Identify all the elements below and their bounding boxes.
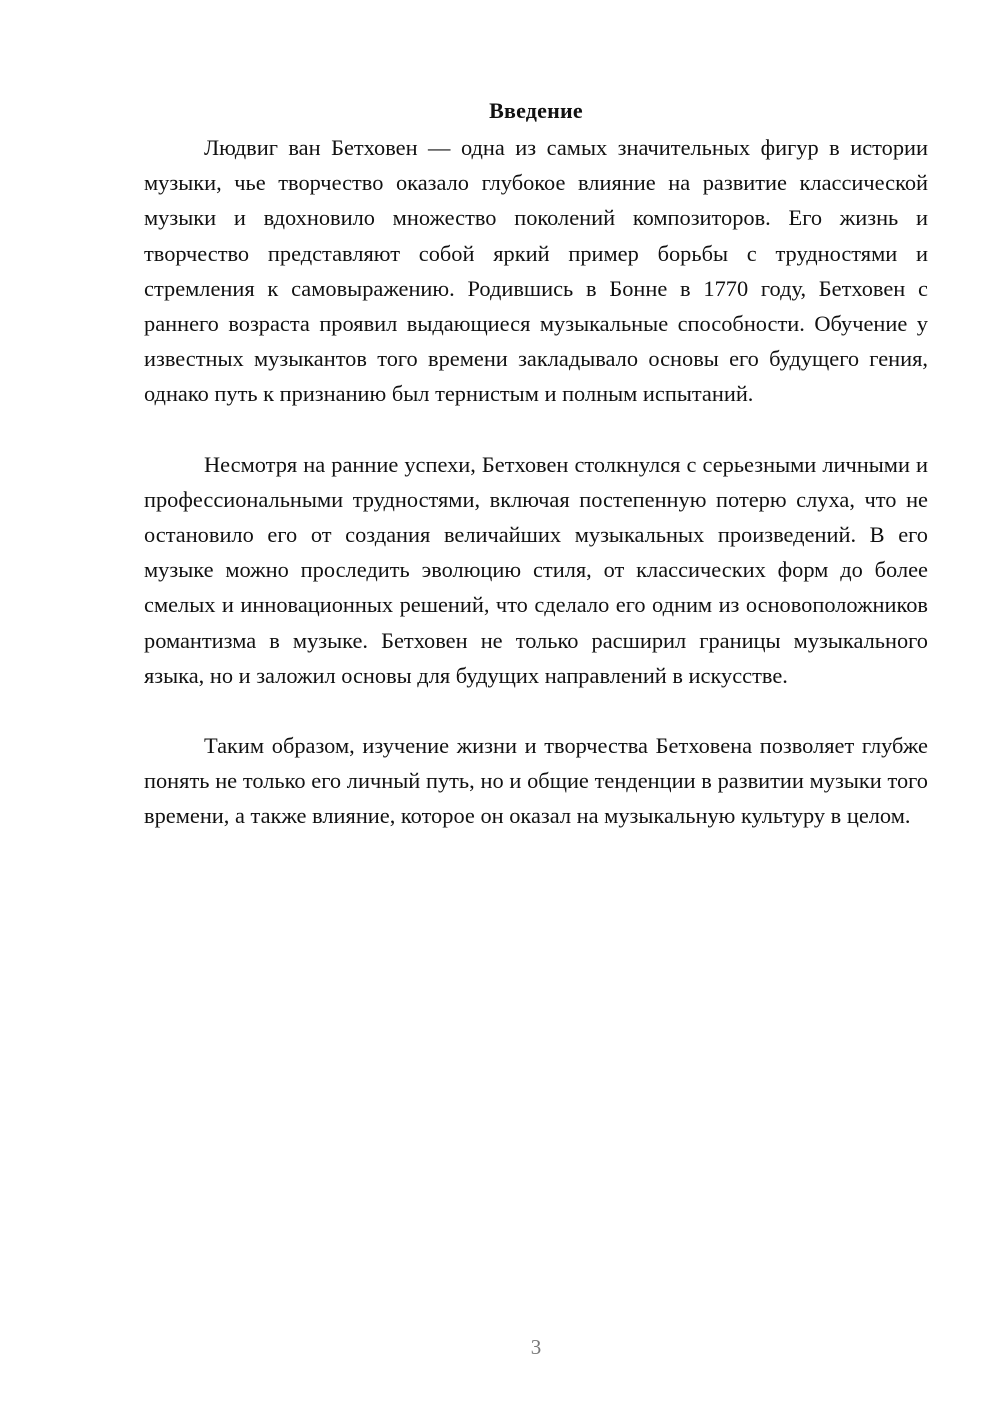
- paragraph-2: Несмотря на ранние успехи, Бетховен столкнулся с серьезными личными и профессиональными трудностями, включая постепенную потерю слуха, что не остановило его от создания величайших музыкальных произведений. В его музыке можно проследить эволюцию стиля, от классических форм до более смелых и инновационных решений, что сделало его одним из основоположников романтизма в музыке. Бетховен не только расширил границы музыкального языка, но и заложил основы для будущих направлений в искусстве.: [144, 451, 928, 688]
- page-content: [144, 96, 928, 834]
- paragraph-1: Людвиг ван Бетховен — одна из самых значительных фигур в истории музыки, чье творчество оказало глубокое влияние на развитие классической музыки и вдохновило множество поколений композиторов. Его жизнь и творчество представляют собой яркий пример борьбы с трудностями и стремления к самовыражению. Родившись в Бонне в 1770 году, Бетховен с раннего возраста проявил выдающиеся музыкальные способности. Обучение у известных музыкантов того времени закладывало основы его будущего гения, однако путь к признанию был тернистым и полным испытаний.: [144, 135, 928, 407]
- paragraph-3: Таким образом, изучение жизни и творчества Бетховена позволяет глубже понять не только его личный путь, но и общие тенденции в развитии музыки того времени, а также влияние, которое он оказал на музыкальную культуру в целом.: [144, 733, 928, 829]
- page-number: 3: [530, 1335, 542, 1359]
- section-heading: Введение: [489, 98, 583, 123]
